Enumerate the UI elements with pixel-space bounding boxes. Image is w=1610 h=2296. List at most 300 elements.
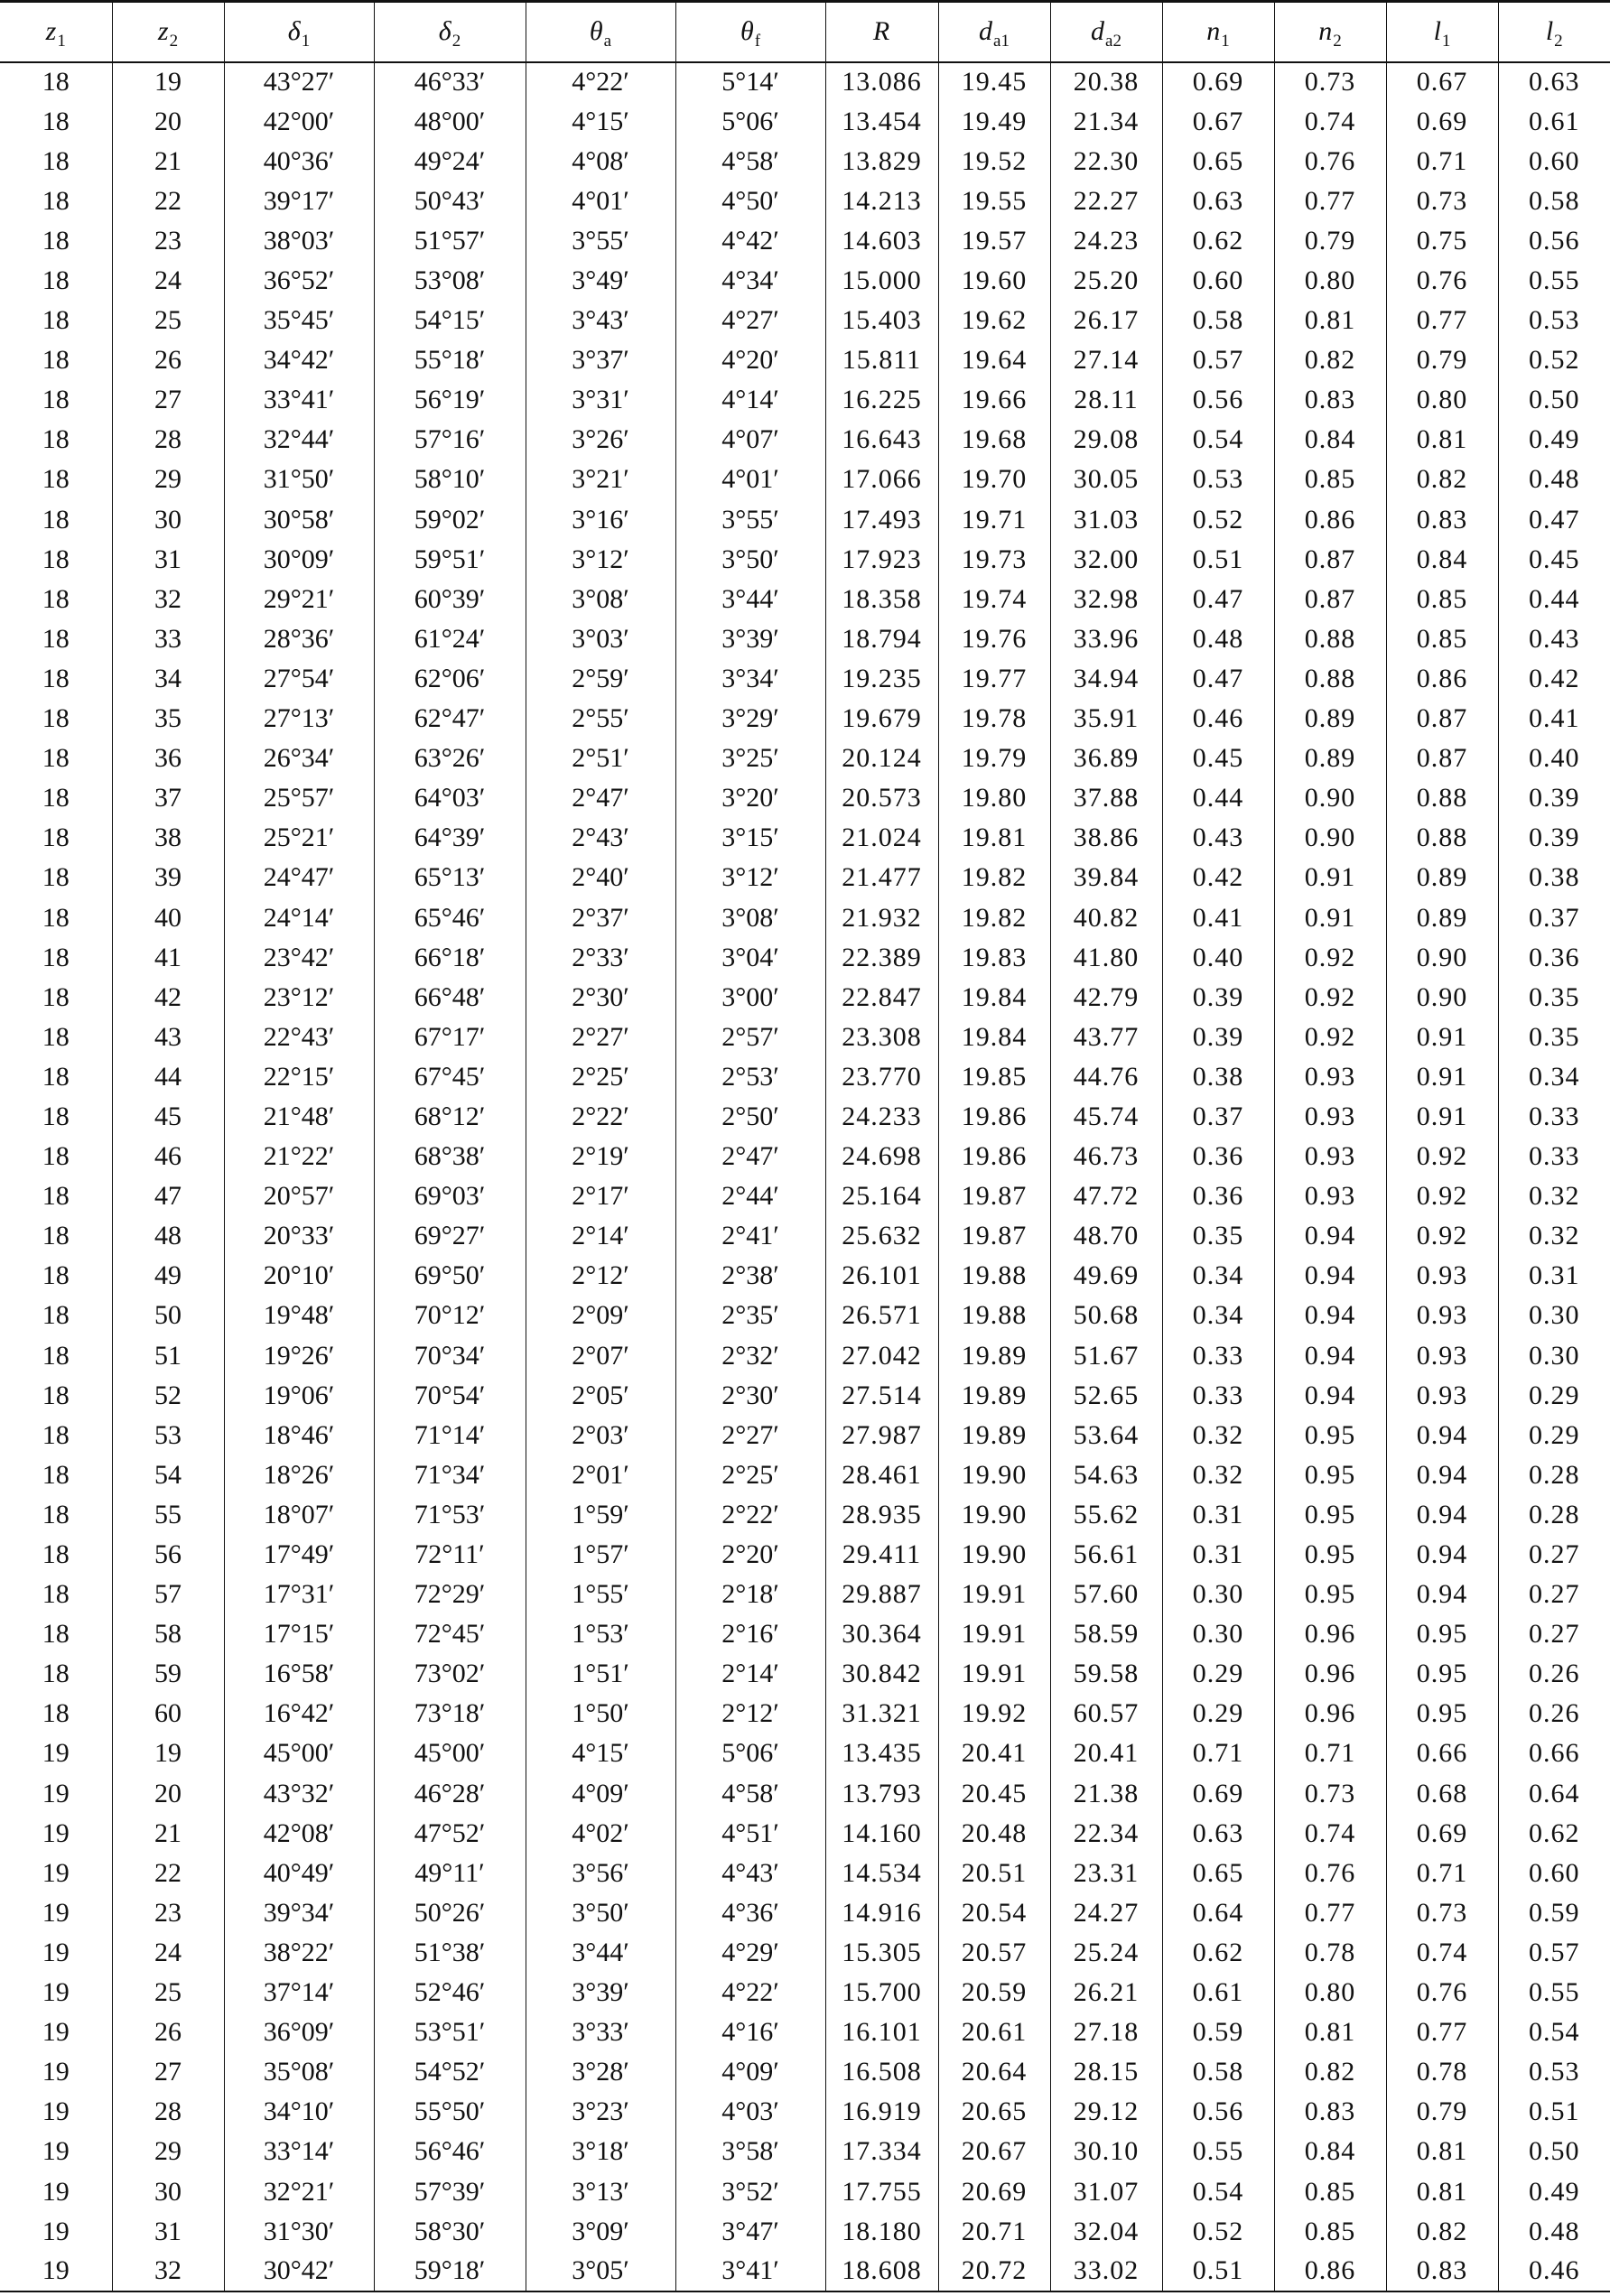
- table-cell: 23.770: [825, 1057, 938, 1097]
- table-cell: 55.62: [1050, 1495, 1162, 1535]
- table-cell: 43: [112, 1018, 224, 1057]
- table-cell: 51.67: [1050, 1336, 1162, 1376]
- table-cell: 13.454: [825, 102, 938, 142]
- table-cell: 18.358: [825, 580, 938, 619]
- table-cell: 50.68: [1050, 1296, 1162, 1335]
- table-cell: 48: [112, 1216, 224, 1256]
- table-cell: 0.64: [1162, 1893, 1274, 1933]
- column-header: [526, 2, 675, 62]
- table-cell: 0.84: [1274, 2132, 1386, 2171]
- table-cell: 25: [112, 301, 224, 340]
- table-cell: 23°12′: [224, 978, 374, 1018]
- table-cell: 42°08′: [224, 1814, 374, 1854]
- table-cell: 31.321: [825, 1694, 938, 1734]
- table-cell: 44.76: [1050, 1057, 1162, 1097]
- table-cell: 18: [42, 981, 70, 1012]
- table-cell: 0.90: [1386, 938, 1498, 978]
- table-cell: 16.919: [825, 2092, 938, 2132]
- table-cell: 18: [42, 464, 70, 495]
- table-cell: 68°12′: [374, 1097, 526, 1137]
- table-cell: 42°00′: [224, 102, 374, 142]
- table-cell: 4°42′: [675, 221, 825, 261]
- table-cell: 63°26′: [374, 739, 526, 778]
- table-cell: 0.74: [1274, 1814, 1386, 1854]
- table-row: [0, 619, 1610, 659]
- table-cell: 46: [112, 1137, 224, 1176]
- column-symbol: n: [1206, 16, 1221, 47]
- table-cell: 0.26: [1498, 1654, 1610, 1694]
- table-cell: 0.53: [1162, 460, 1274, 499]
- table-cell: 22.30: [1050, 142, 1162, 181]
- table-cell: 35.91: [1050, 699, 1162, 739]
- table-cell: 0.71: [1386, 142, 1498, 181]
- table-cell: 19: [42, 1738, 70, 1769]
- table-cell: 19: [42, 1817, 70, 1848]
- table-cell: 0.59: [1162, 2012, 1274, 2052]
- table-cell: 28.935: [825, 1495, 938, 1535]
- table-cell: 50°26′: [374, 1893, 526, 1933]
- table-cell: 0.60: [1498, 1854, 1610, 1893]
- table-cell: 59°02′: [374, 500, 526, 540]
- table-cell: 0.92: [1274, 938, 1386, 978]
- column-subscript: a2: [1105, 32, 1121, 51]
- table-cell: 40: [112, 897, 224, 937]
- table-cell: 71°14′: [374, 1416, 526, 1455]
- table-cell: 18: [42, 1300, 70, 1331]
- column-symbol: d: [1091, 16, 1105, 47]
- table-cell: 2°44′: [675, 1176, 825, 1216]
- table-row: [0, 739, 1610, 778]
- table-cell: 41.80: [1050, 938, 1162, 978]
- table-cell: 2°19′: [526, 1137, 675, 1176]
- table-cell: 17.066: [825, 460, 938, 499]
- table-cell: 17.493: [825, 500, 938, 540]
- table-cell: 14.534: [825, 1854, 938, 1893]
- table-cell: 0.63: [1498, 62, 1610, 102]
- table-cell: 56°19′: [374, 380, 526, 420]
- table-cell: 27.14: [1050, 340, 1162, 380]
- table-cell: 31: [112, 540, 224, 580]
- table-cell: 19.89: [938, 1416, 1050, 1455]
- table-cell: 0.93: [1274, 1137, 1386, 1176]
- table-cell: 2°50′: [675, 1097, 825, 1137]
- table-cell: 0.46: [1498, 2252, 1610, 2291]
- table-cell: 70°12′: [374, 1296, 526, 1335]
- table-cell: 2°17′: [526, 1176, 675, 1216]
- table-cell: 19.57: [938, 221, 1050, 261]
- table-cell: 0.91: [1386, 1018, 1498, 1057]
- table-cell: 0.54: [1162, 420, 1274, 460]
- table-cell: 0.31: [1498, 1256, 1610, 1296]
- table-cell: 19.84: [938, 1018, 1050, 1057]
- table-cell: 0.75: [1386, 221, 1498, 261]
- table-cell: 0.43: [1162, 818, 1274, 858]
- table-row: [0, 897, 1610, 937]
- table-cell: 67°45′: [374, 1057, 526, 1097]
- table-cell: 24: [112, 261, 224, 301]
- table-cell: 16°42′: [224, 1694, 374, 1734]
- table-cell: 5°14′: [675, 62, 825, 102]
- table-cell: 20.69: [938, 2171, 1050, 2211]
- table-cell: 0.94: [1386, 1495, 1498, 1535]
- table-cell: 0.74: [1274, 102, 1386, 142]
- table-row: [0, 380, 1610, 420]
- table-cell: 45: [112, 1097, 224, 1137]
- table-cell: 0.48: [1498, 2212, 1610, 2252]
- table-cell: 0.95: [1274, 1416, 1386, 1455]
- table-row: [0, 1734, 1610, 1773]
- table-cell: 3°43′: [526, 301, 675, 340]
- table-cell: 0.33: [1498, 1137, 1610, 1176]
- table-cell: 4°43′: [675, 1854, 825, 1893]
- table-cell: 26°34′: [224, 739, 374, 778]
- table-cell: 25.20: [1050, 261, 1162, 301]
- table-cell: 72°29′: [374, 1575, 526, 1614]
- table-cell: 0.31: [1162, 1495, 1274, 1535]
- table-cell: 0.63: [1162, 181, 1274, 221]
- table-row: [0, 142, 1610, 181]
- table-cell: 18.794: [825, 619, 938, 659]
- table-row: [0, 1336, 1610, 1376]
- table-cell: 0.81: [1386, 420, 1498, 460]
- table-cell: 59: [112, 1654, 224, 1694]
- table-cell: 0.32: [1162, 1455, 1274, 1495]
- table-cell: 0.96: [1274, 1654, 1386, 1694]
- table-cell: 24.698: [825, 1137, 938, 1176]
- table-cell: 3°44′: [526, 1933, 675, 1973]
- table-cell: 57: [112, 1575, 224, 1614]
- table-cell: 1°50′: [526, 1694, 675, 1734]
- table-row: [0, 778, 1610, 818]
- table-cell: 20.57: [938, 1933, 1050, 1973]
- table-cell: 0.93: [1274, 1057, 1386, 1097]
- table-cell: 3°34′: [675, 659, 825, 699]
- table-cell: 0.49: [1498, 2171, 1610, 2211]
- table-cell: 0.85: [1274, 2212, 1386, 2252]
- table-cell: 20.48: [938, 1814, 1050, 1854]
- table-cell: 16°58′: [224, 1654, 374, 1694]
- table-cell: 70°54′: [374, 1376, 526, 1416]
- table-cell: 19: [42, 2017, 70, 2048]
- table-cell: 51°57′: [374, 221, 526, 261]
- table-cell: 20.41: [1050, 1734, 1162, 1773]
- table-cell: 53°51′: [374, 2012, 526, 2052]
- table-cell: 49°24′: [374, 142, 526, 181]
- table-cell: 0.38: [1498, 858, 1610, 897]
- column-symbol: n: [1318, 16, 1333, 47]
- table-cell: 0.79: [1386, 340, 1498, 380]
- table-cell: 19.90: [938, 1455, 1050, 1495]
- table-cell: 18°26′: [224, 1455, 374, 1495]
- table-cell: 15.700: [825, 1973, 938, 2012]
- table-cell: 18: [42, 265, 70, 296]
- table-cell: 3°50′: [675, 540, 825, 580]
- table-cell: 19: [42, 1977, 70, 2008]
- table-cell: 19.89: [938, 1336, 1050, 1376]
- table-cell: 20.124: [825, 739, 938, 778]
- table-cell: 32°44′: [224, 420, 374, 460]
- table-cell: 19: [42, 1937, 70, 1967]
- table-cell: 71°34′: [374, 1455, 526, 1495]
- column-header: [1162, 2, 1274, 62]
- table-cell: 18: [42, 1539, 70, 1570]
- table-row: [0, 1933, 1610, 1973]
- table-cell: 17°31′: [224, 1575, 374, 1614]
- table-cell: 0.50: [1498, 2132, 1610, 2171]
- column-subscript: a: [603, 32, 612, 51]
- table-cell: 20.573: [825, 778, 938, 818]
- table-cell: 18: [42, 1459, 70, 1490]
- column-subscript: 2: [1554, 32, 1563, 51]
- table-cell: 0.29: [1498, 1376, 1610, 1416]
- table-cell: 3°44′: [675, 580, 825, 619]
- table-cell: 0.86: [1386, 659, 1498, 699]
- table-cell: 3°23′: [526, 2092, 675, 2132]
- table-cell: 0.27: [1498, 1535, 1610, 1575]
- table-cell: 30°09′: [224, 540, 374, 580]
- table-cell: 0.47: [1162, 659, 1274, 699]
- table-cell: 22: [112, 181, 224, 221]
- table-cell: 2°30′: [675, 1376, 825, 1416]
- table-cell: 1°57′: [526, 1535, 675, 1575]
- table-cell: 69°50′: [374, 1256, 526, 1296]
- table-cell: 54.63: [1050, 1455, 1162, 1495]
- table-cell: 51°38′: [374, 1933, 526, 1973]
- column-symbol: R: [872, 16, 890, 47]
- table-cell: 19.68: [938, 420, 1050, 460]
- table-cell: 58.59: [1050, 1614, 1162, 1654]
- table-cell: 60: [112, 1694, 224, 1734]
- table-row: [0, 1216, 1610, 1256]
- column-header: [938, 2, 1050, 62]
- table-cell: 18: [42, 743, 70, 774]
- table-row: [0, 978, 1610, 1018]
- table-cell: 0.53: [1498, 2052, 1610, 2092]
- table-cell: 20.65: [938, 2092, 1050, 2132]
- table-cell: 47.72: [1050, 1176, 1162, 1216]
- table-cell: 2°47′: [526, 778, 675, 818]
- table-cell: 19.62: [938, 301, 1050, 340]
- table-cell: 37: [112, 778, 224, 818]
- table-cell: 0.88: [1386, 818, 1498, 858]
- table-row: [0, 1455, 1610, 1495]
- column-symbol: d: [979, 16, 993, 47]
- table-cell: 3°47′: [675, 2212, 825, 2252]
- table-cell: 55°18′: [374, 340, 526, 380]
- table-cell: 18: [42, 1380, 70, 1410]
- table-cell: 19: [42, 1778, 70, 1808]
- table-cell: 0.76: [1386, 261, 1498, 301]
- table-cell: 18: [42, 902, 70, 933]
- table-cell: 26: [112, 340, 224, 380]
- table-cell: 4°22′: [526, 62, 675, 102]
- table-cell: 0.27: [1498, 1575, 1610, 1614]
- table-cell: 66°18′: [374, 938, 526, 978]
- table-row: [0, 2052, 1610, 2092]
- table-cell: 62°06′: [374, 659, 526, 699]
- table-cell: 58°10′: [374, 460, 526, 499]
- table-cell: 0.66: [1386, 1734, 1498, 1773]
- table-cell: 31.07: [1050, 2171, 1162, 2211]
- table-cell: 20°10′: [224, 1256, 374, 1296]
- table-cell: 0.81: [1274, 301, 1386, 340]
- table-cell: 0.30: [1162, 1575, 1274, 1614]
- table-cell: 13.435: [825, 1734, 938, 1773]
- table-cell: 0.95: [1274, 1455, 1386, 1495]
- table-cell: 19.90: [938, 1495, 1050, 1535]
- table-cell: 3°56′: [526, 1854, 675, 1893]
- table-cell: 19.88: [938, 1296, 1050, 1335]
- table-cell: 52.65: [1050, 1376, 1162, 1416]
- table-cell: 30°58′: [224, 500, 374, 540]
- table-cell: 0.29: [1162, 1694, 1274, 1734]
- table-row: [0, 221, 1610, 261]
- table-cell: 24.27: [1050, 1893, 1162, 1933]
- table-cell: 45°00′: [224, 1734, 374, 1773]
- table-cell: 0.76: [1274, 1854, 1386, 1893]
- table-cell: 2°30′: [526, 978, 675, 1018]
- table-cell: 19.79: [938, 739, 1050, 778]
- table-cell: 0.80: [1274, 261, 1386, 301]
- table-cell: 2°40′: [526, 858, 675, 897]
- table-cell: 61°24′: [374, 619, 526, 659]
- table-cell: 19.49: [938, 102, 1050, 142]
- table-cell: 0.96: [1274, 1694, 1386, 1734]
- table-cell: 0.28: [1498, 1455, 1610, 1495]
- table-cell: 33°14′: [224, 2132, 374, 2171]
- table-cell: 30: [112, 500, 224, 540]
- table-cell: 0.51: [1162, 540, 1274, 580]
- column-subscript: 1: [1441, 32, 1451, 51]
- table-cell: 0.67: [1162, 102, 1274, 142]
- table-cell: 3°09′: [526, 2212, 675, 2252]
- table-cell: 4°29′: [675, 1933, 825, 1973]
- table-cell: 18.608: [825, 2252, 938, 2291]
- table-cell: 0.35: [1498, 1018, 1610, 1057]
- table-cell: 19.91: [938, 1614, 1050, 1654]
- table-cell: 28°36′: [224, 619, 374, 659]
- table-cell: 2°47′: [675, 1137, 825, 1176]
- table-cell: 19: [42, 1857, 70, 1888]
- table-cell: 0.56: [1498, 221, 1610, 261]
- table-cell: 2°20′: [675, 1535, 825, 1575]
- table-cell: 19: [42, 2216, 70, 2246]
- table-cell: 0.87: [1386, 739, 1498, 778]
- table-cell: 0.48: [1162, 619, 1274, 659]
- table-cell: 0.88: [1274, 659, 1386, 699]
- table-cell: 20: [112, 102, 224, 142]
- table-cell: 31.03: [1050, 500, 1162, 540]
- table-cell: 0.58: [1498, 181, 1610, 221]
- table-cell: 0.96: [1274, 1614, 1386, 1654]
- table-cell: 19.52: [938, 142, 1050, 181]
- table-cell: 0.27: [1498, 1614, 1610, 1654]
- table-cell: 2°51′: [526, 739, 675, 778]
- table-row: [0, 301, 1610, 340]
- table-cell: 19.74: [938, 580, 1050, 619]
- table-cell: 0.43: [1498, 619, 1610, 659]
- table-cell: 0.34: [1162, 1296, 1274, 1335]
- table-cell: 0.80: [1386, 380, 1498, 420]
- table-cell: 2°12′: [526, 1256, 675, 1296]
- table-row: [0, 1535, 1610, 1575]
- table-cell: 0.91: [1386, 1057, 1498, 1097]
- table-cell: 0.94: [1386, 1535, 1498, 1575]
- table-cell: 21.024: [825, 818, 938, 858]
- table-cell: 27.18: [1050, 2012, 1162, 2052]
- table-cell: 21°48′: [224, 1097, 374, 1137]
- table-cell: 18: [42, 862, 70, 893]
- table-cell: 18°07′: [224, 1495, 374, 1535]
- table-cell: 57°16′: [374, 420, 526, 460]
- table-cell: 36: [112, 739, 224, 778]
- table-cell: 21.34: [1050, 102, 1162, 142]
- table-cell: 0.88: [1274, 619, 1386, 659]
- table-cell: 0.87: [1386, 699, 1498, 739]
- table-cell: 19.82: [938, 897, 1050, 937]
- table-cell: 18: [42, 1698, 70, 1729]
- table-cell: 3°26′: [526, 420, 675, 460]
- table-cell: 26.571: [825, 1296, 938, 1335]
- table-cell: 0.83: [1386, 2252, 1498, 2291]
- table-cell: 3°04′: [675, 938, 825, 978]
- table-cell: 0.81: [1274, 2012, 1386, 2052]
- table-cell: 17.755: [825, 2171, 938, 2211]
- table-row: [0, 1057, 1610, 1097]
- table-cell: 27: [112, 380, 224, 420]
- table-cell: 0.79: [1274, 221, 1386, 261]
- table-cell: 27°13′: [224, 699, 374, 739]
- table-cell: 0.47: [1162, 580, 1274, 619]
- table-cell: 24.233: [825, 1097, 938, 1137]
- table-cell: 36°52′: [224, 261, 374, 301]
- table-cell: 0.94: [1386, 1416, 1498, 1455]
- table-cell: 3°49′: [526, 261, 675, 301]
- table-cell: 3°37′: [526, 340, 675, 380]
- table-cell: 59.58: [1050, 1654, 1162, 1694]
- column-header: [112, 2, 224, 62]
- table-cell: 0.89: [1386, 858, 1498, 897]
- table-cell: 60.57: [1050, 1694, 1162, 1734]
- table-cell: 56°46′: [374, 2132, 526, 2171]
- table-cell: 19.64: [938, 340, 1050, 380]
- table-row: [0, 1495, 1610, 1535]
- table-cell: 3°05′: [526, 2252, 675, 2291]
- table-cell: 18: [42, 623, 70, 654]
- table-cell: 0.74: [1386, 1933, 1498, 1973]
- table-cell: 0.92: [1386, 1137, 1498, 1176]
- column-symbol: δ: [438, 16, 451, 47]
- table-cell: 2°41′: [675, 1216, 825, 1256]
- table-cell: 0.64: [1498, 1774, 1610, 1814]
- table-cell: 16.508: [825, 2052, 938, 2092]
- table-cell: 73°02′: [374, 1654, 526, 1694]
- table-cell: 0.76: [1274, 142, 1386, 181]
- table-cell: 5°06′: [675, 102, 825, 142]
- table-row: [0, 2252, 1610, 2291]
- table-cell: 31°50′: [224, 460, 374, 499]
- table-cell: 0.34: [1498, 1057, 1610, 1097]
- column-subscript: 2: [1333, 32, 1342, 51]
- table-row: [0, 62, 1610, 102]
- table-cell: 0.77: [1386, 2012, 1498, 2052]
- table-cell: 0.52: [1498, 340, 1610, 380]
- table-cell: 0.56: [1162, 380, 1274, 420]
- table-cell: 0.91: [1386, 1097, 1498, 1137]
- table-cell: 26.101: [825, 1256, 938, 1296]
- table-cell: 0.91: [1274, 897, 1386, 937]
- table-cell: 18: [42, 1659, 70, 1689]
